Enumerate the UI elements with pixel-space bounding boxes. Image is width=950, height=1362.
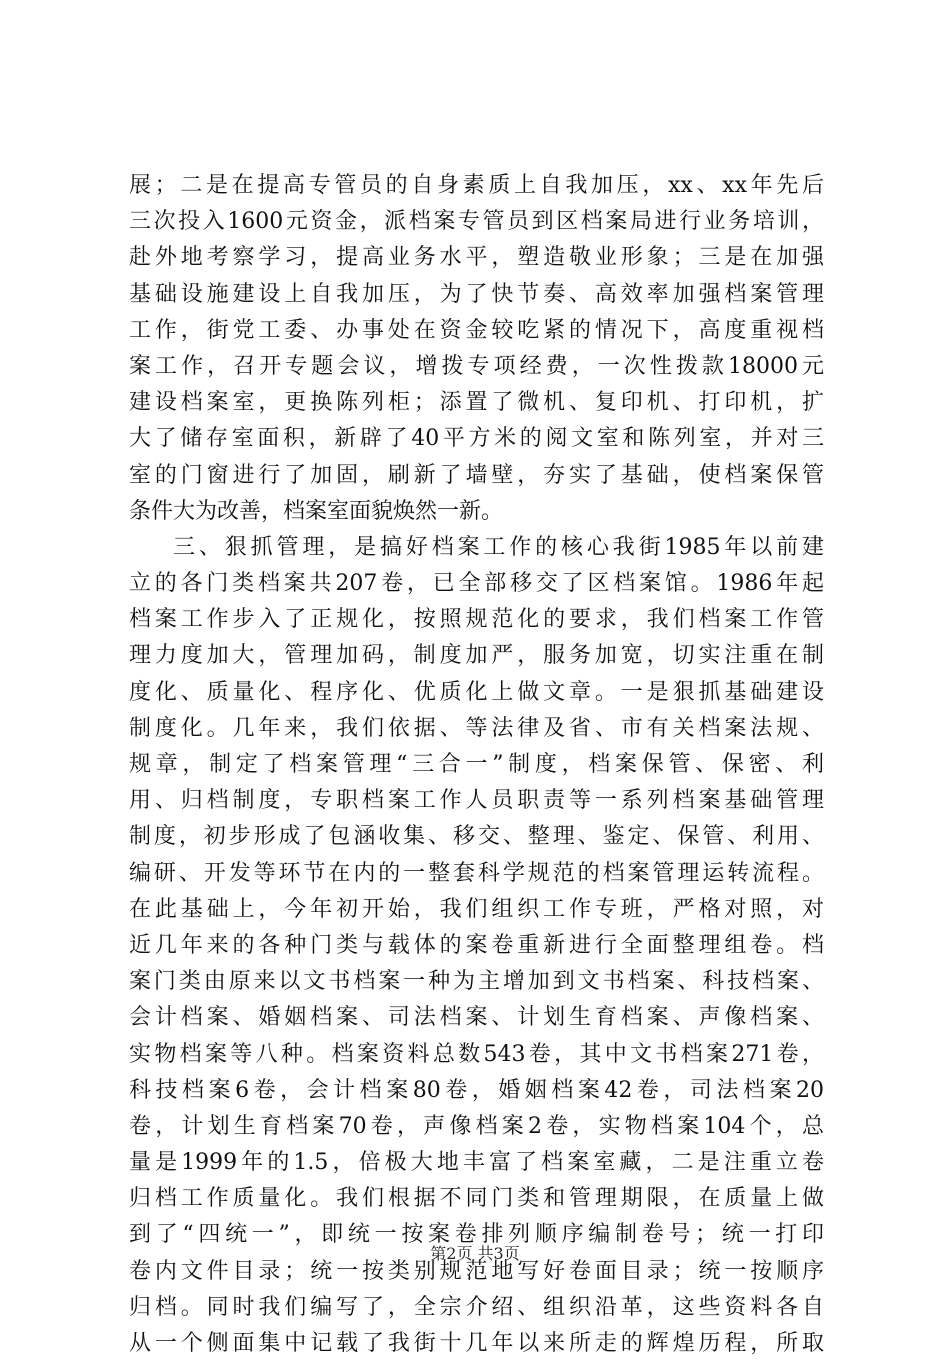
text-line: 卷内文件目录；统一按类别规范地写好卷面目录；统一按顺序 [129, 1258, 824, 1284]
text-line: 制度化。几年来，我们依据、等法律及省、市有关档案法规、 [129, 715, 824, 741]
text-line: 到了“四统一”，即统一按案卷排列顺序编制卷号；统一打印 [129, 1222, 824, 1248]
text-line: 用、归档制度，专职档案工作人员职责等一系列档案基础管理 [129, 788, 824, 814]
text-line: 工作，街党工委、办事处在资金较吃紧的情况下，高度重视档 [129, 317, 824, 343]
text-line: 归档。同时我们编写了，全宗介绍、组织沿革，这些资料各自 [129, 1294, 824, 1320]
text-line: 卷，计划生育档案70卷，声像档案2卷，实物档案104个，总 [129, 1113, 824, 1139]
text-line: 实物档案等八种。档案资料总数543卷，其中文书档案271卷， [129, 1041, 824, 1067]
text-line: 度化、质量化、程序化、优质化上做文章。一是狠抓基础建设 [129, 679, 824, 705]
body-text [129, 168, 824, 1362]
text-line: 立的各门类档案共207卷，已全部移交了区档案馆。1986年起 [129, 571, 824, 597]
text-line: 建设档案室，更换陈列柜；添置了微机、复印机、打印机，扩 [129, 390, 824, 416]
text-line: 基础设施建设上自我加压，为了快节奏、高效率加强档案管理 [129, 281, 824, 307]
text-line: 案门类由原来以文书档案一种为主增加到文书档案、科技档案、 [129, 969, 824, 995]
page-footer: 第2页 共3页 [430, 1244, 520, 1263]
text-line: 室的门窗进行了加固，刷新了墙壁，夯实了基础，使档案保管 [129, 462, 824, 488]
text-line: 大了储存室面积，新辟了40平方米的阅文室和陈列室，并对三 [129, 426, 824, 452]
text-line: 理力度加大，管理加码，制度加严，服务加宽，切实注重在制 [129, 643, 824, 669]
text-line: 三次投入1600元资金，派档案专管员到区档案局进行业务培训， [129, 209, 824, 235]
text-line: 三、狠抓管理，是搞好档案工作的核心我街1985年以前建 [173, 534, 824, 560]
text-line: 会计档案、婚姻档案、司法档案、计划生育档案、声像档案、 [129, 1005, 824, 1031]
text-line: 编研、开发等环节在内的一整套科学规范的档案管理运转流程。 [129, 860, 824, 886]
text-line: 从一个侧面集中记载了我街十几年以来所走的辉煌历程，所取 [129, 1331, 824, 1356]
text-line: 档案工作步入了正规化，按照规范化的要求，我们档案工作管 [129, 607, 824, 633]
text-line: 案工作，召开专题会议，增拨专项经费，一次性拨款18000元 [129, 353, 824, 379]
text-line: 条件大为改善，档案室面貌焕然一新。 [129, 498, 504, 524]
text-line: 科技档案6卷，会计档案80卷，婚姻档案42卷，司法档案20 [129, 1077, 824, 1103]
text-line: 归档工作质量化。我们根据不同门类和管理期限，在质量上做 [129, 1186, 824, 1212]
text-line: 制度，初步形成了包涵收集、移交、整理、鉴定、保管、利用、 [129, 824, 824, 850]
text-line: 赴外地考察学习，提高业务水平，塑造敬业形象；三是在加强 [129, 245, 824, 271]
text-line: 规章，制定了档案管理“三合一”制度，档案保管、保密、利 [129, 752, 824, 777]
text-line: 在此基础上，今年初开始，我们组织工作专班，严格对照，对 [129, 896, 824, 922]
text-line: 量是1999年的1.5，倍极大地丰富了档案室藏，二是注重立卷 [129, 1150, 824, 1176]
text-line: 展；二是在提高专管员的自身素质上自我加压，xx、xx年先后 [129, 173, 824, 198]
text-line: 近几年来的各种门类与载体的案卷重新进行全面整理组卷。档 [129, 932, 824, 958]
